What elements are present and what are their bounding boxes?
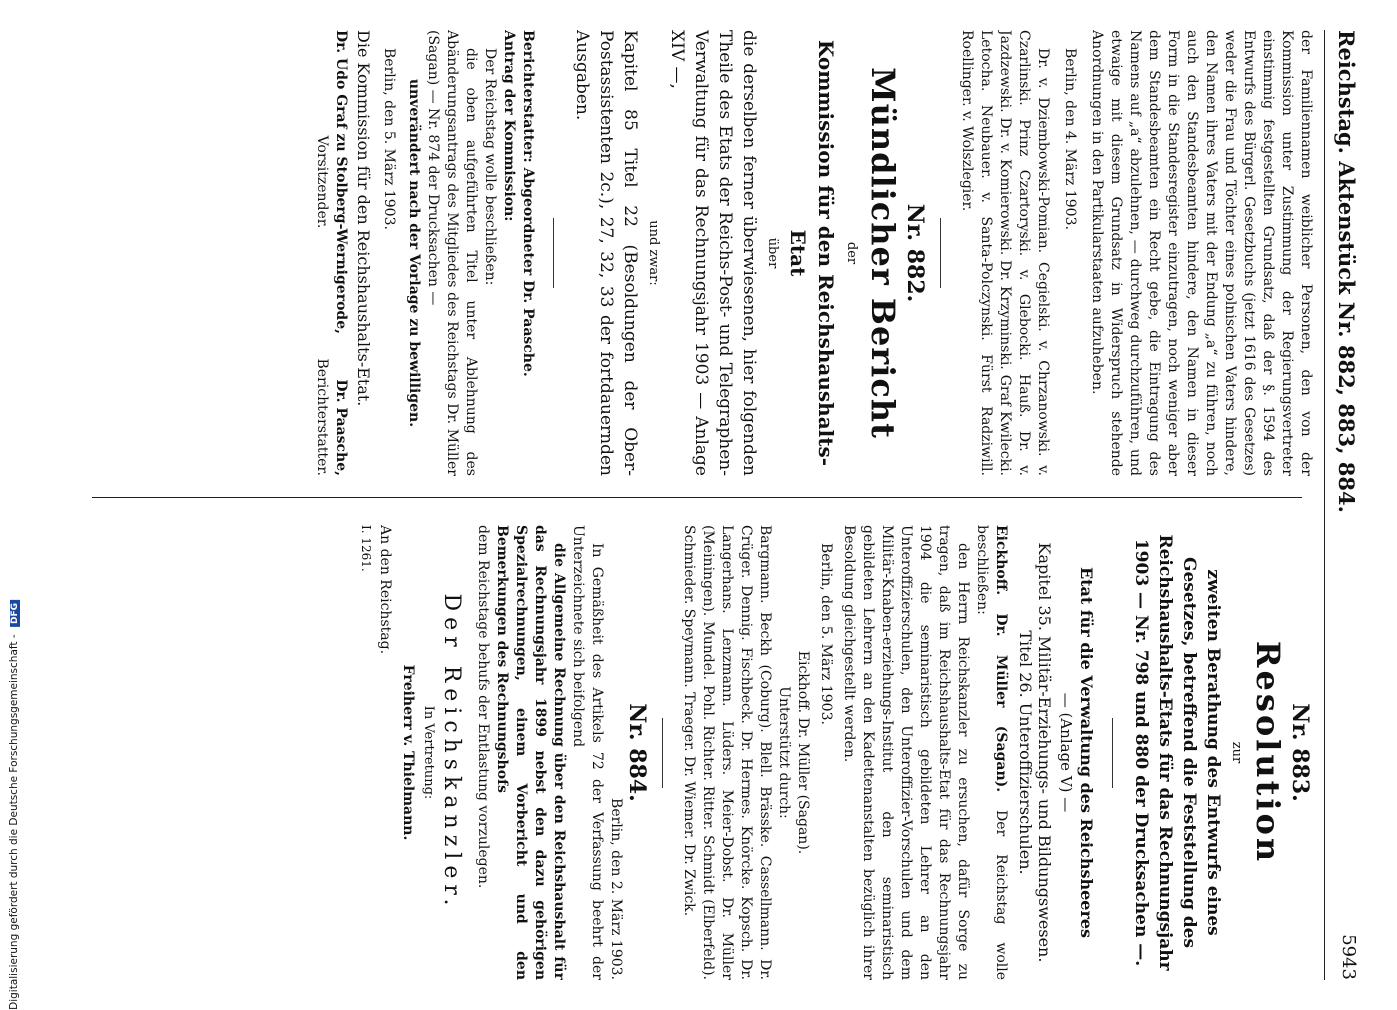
right-column bbox=[40, 525, 1315, 980]
commission-signature: Die Kommission für den Reichshaushalts-Etat. bbox=[354, 30, 373, 407]
zur-label: zur bbox=[1229, 741, 1244, 764]
chair-role: Vorsitzender. bbox=[314, 135, 330, 229]
kanzler-name: Freiherr v. Thielmann. bbox=[400, 664, 416, 841]
signature-left bbox=[312, 30, 350, 334]
nr-884-heading: Nr. 884. bbox=[624, 703, 650, 802]
antrag-intro: Der Reichstag wolle beschließen: bbox=[482, 48, 498, 286]
separator-4 bbox=[662, 718, 663, 788]
date-4: Berlin, den 2. März 1903. bbox=[608, 798, 624, 980]
dfg-logo: DFG bbox=[10, 600, 20, 627]
anlage-label: — (Anlage V) — bbox=[1057, 692, 1075, 813]
supporters-list: Bargmann. Beckh (Coburg). Blell. Brässke. Cassellmann. Dr. Crüger. Dennig. Fischbeck. Dr. Hermes. Knörcke. Kopsch. Dr. Langerhans. Lenzmann. Lüders. Meier-Dobst. Dr. Müller (Meiningen). Mundel. Pohl. Richter. Ritter. Schmidt (Elberfeld). Schmieder. Speymann. Traeger. Dr. Wiemer. Dr. Zwick. bbox=[681, 525, 773, 980]
column-rule bbox=[92, 497, 1302, 498]
signature-right bbox=[312, 358, 350, 476]
report-title: Mündlicher Bericht bbox=[864, 67, 902, 439]
nr-882-heading: Nr. 882. bbox=[902, 203, 928, 303]
signers-1: Dr. v. Dziembowski-Pomian. Cegielski. v. Chrzanowski. v. Czarlinski. Prinz Czartoryski. v. Glebocki. Hauß. Dr. v. Jazdzewski. Dr. v. Komierowski. Dr. Krzyminski. Graf Kwilecki. Letocha. Neubauer. v. Santa-Polczynski. Fürst Radziwill. Roellinger. v. Wolszlegier. bbox=[959, 30, 1051, 476]
separator-2 bbox=[553, 218, 554, 288]
und-zwar-label: und zwar: bbox=[646, 220, 661, 286]
kapitel-text: Kapitel 85 Titel 22 (Besoldungen der Ober-Postassistenten 2c.), 27, 32, 33 der fortdauernden Ausgaben. bbox=[572, 30, 640, 476]
intro-paragraph: der Familiennamen weiblicher Personen, den von der Kommission unter Zustimmung der Regierungsvertreter einstimmig festgestellten Grundsatz, daß der §. 1594 des Entwurfs des Bürgerl. Gesetzbuchs (jetzt 1616 des Gesetzes) weder die Frau und Töchter eines polnischen Vaters hindere, den Namen ihres Vaters mit der Endung „a“ zu führen, noch auch den Standesbeamten hindere, den Namen in dieser Form in die Standesregister einzutragen, noch weniger aber dem Standesbeamten ein Recht gebe, die Eintragung des Namens auf „a“ abzulehnen, — durchweg durchzuführen, und etwaige mit diesem Grundsatz in Widerspruch stehende Anordnungen in den Partikularstaaten aufzuheben. bbox=[1089, 30, 1314, 476]
berichterstatter: Berichterstatter: Abgeordneter Dr. Paasche. bbox=[520, 30, 536, 377]
resolution-title: Resolution bbox=[1249, 640, 1287, 865]
report-body: die derselben ferner überwiesenen, hier folgenden Theile des Etats der Reichs-Post- und Telegraphen-Verwaltung für das Rechnungsjahr 1903 — Anlage XIV —, bbox=[667, 30, 759, 476]
mover-signature: Eickhoff. Dr. Müller (Sagan). bbox=[795, 650, 811, 855]
nr-883-heading: Nr. 883. bbox=[1287, 703, 1313, 802]
antrag-text-b: unverändert nach der Vorlage zu bewilligen. bbox=[406, 78, 422, 428]
motion-text-block bbox=[972, 525, 1010, 980]
motion-intro: Der Reichstag wolle beschließen: bbox=[974, 525, 1009, 980]
credit-text: Digitalisierung gefördert durch die Deutsche Forschungsgemeinschaft - bbox=[8, 634, 20, 1010]
chair-name: Dr. Udo Graf zu Stolberg-Wernigerode, bbox=[333, 30, 349, 334]
antrag-text-a: die oben aufgeführten Titel unter Ablehnung des Abänderungsantrags des Mitgliedes des Reichstags Dr. Müller (Sagan) — Nr. 874 der Drucksachen — bbox=[425, 30, 479, 476]
der-label: der bbox=[844, 241, 859, 265]
reporter-role: Berichterstatter. bbox=[314, 358, 330, 476]
body-884-c: dem Reichstage behufs der Entlastung vorzulegen. bbox=[475, 525, 491, 889]
reporter-name: Dr. Paasche, bbox=[333, 379, 349, 476]
motion-text: den Herrn Reichskanzler zu ersuchen, dafür Sorge zu tragen, daß im Reichshaushalts-Etat für das Rechnungsjahr 1904 die seminaristisch gebildeten Lehrer an den Unteroffizierschulen, den Unteroffizier-Vorschulen und dem Militär-Knaben-erziehungs-Institut den seminaristisch gebildeten Lehrern an den Kadettenanstalten bezüglich ihrer Besoldung gleichgestellt werden. bbox=[841, 525, 971, 980]
running-head-title: Reichstag. Aktenstück Nr. 882, 883, 884. bbox=[1334, 30, 1359, 513]
antrag-label: Antrag der Kommission: bbox=[501, 30, 517, 222]
date-3: Berlin, den 5. März 1903. bbox=[818, 543, 834, 725]
vertretung-label: In Vertretung: bbox=[421, 705, 436, 800]
kanzler-signature: Der Reichskanzler. bbox=[439, 593, 464, 912]
digitization-credit bbox=[8, 600, 20, 1010]
body-884-b: die Allgemeine Rechnung über den Reichshaushalt für das Rechnungsjahr 1899 nebst den dazu gehörigen Spezialrechnungen, einem Vorbericht und den Bemerkungen des Rechnungshofs bbox=[494, 525, 567, 980]
header-rule bbox=[1324, 30, 1325, 980]
resolution-subject: zweiten Berathung des Entwurfs eines Gesetzes, betreffend die Feststellung des Reichshaushalts-Etats für das Rechnungsjahr 1903 — Nr. 798 und 880 der Drucksachen —. bbox=[1131, 534, 1223, 971]
signature-block bbox=[312, 30, 350, 476]
ueber-label: über bbox=[765, 237, 780, 269]
separator-3 bbox=[1112, 718, 1113, 788]
page-number: 5943 bbox=[1338, 934, 1359, 980]
commission-heading: Kommission für den Reichshaushalts-Etat bbox=[786, 39, 838, 467]
date-1: Berlin, den 4. März 1903. bbox=[1062, 48, 1078, 230]
supported-by-label: Unterstützt durch: bbox=[776, 686, 792, 819]
etat-heading: Etat für die Verwaltung des Reichsheeres bbox=[1077, 566, 1096, 939]
reference-number: I. 1261. bbox=[359, 525, 373, 572]
separator-1 bbox=[940, 218, 941, 288]
kapitel-35: Kapitel 35. Militär-Erziehungs- und Bildungswesen. bbox=[1035, 542, 1054, 963]
motion-mover: Eickhoff. Dr. Müller (Sagan). bbox=[993, 525, 1009, 793]
titel-26: Titel 26. Unteroffizierschulen. bbox=[1016, 630, 1035, 875]
left-column bbox=[40, 30, 1315, 476]
addressee: An den Reichstag. bbox=[377, 525, 393, 655]
running-head bbox=[1329, 30, 1359, 980]
body-884-a: In Gemäßheit des Artikels 72 der Verfassung beehrt der Unterzeichnete sich beifolgend bbox=[570, 525, 605, 980]
date-2: Berlin, den 5. März 1903. bbox=[381, 48, 397, 230]
